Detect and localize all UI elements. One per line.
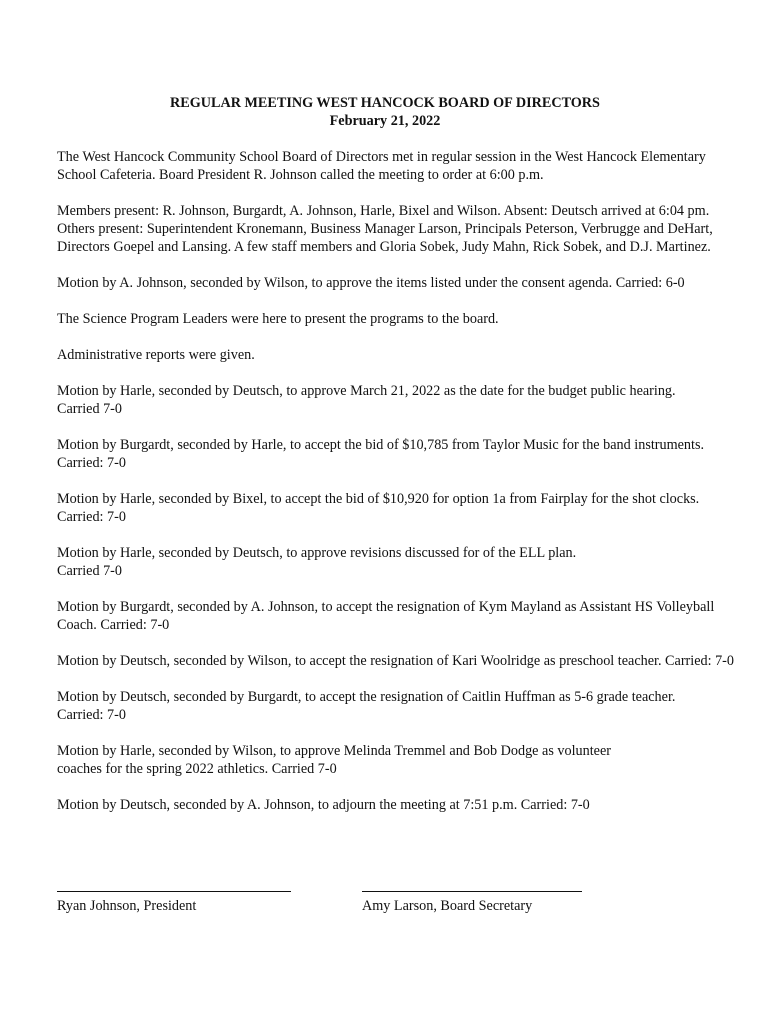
motion-resignation-huffman: Motion by Deutsch, seconded by Burgardt, to accept the resignation of Caitlin Huffman as 5-6 grade teacher. Carried: 7-0 bbox=[57, 689, 676, 723]
opening-paragraph: The West Hancock Community School Board of Directors met in regular session in the West Hancock Elementary School Cafeteria. Board President R. Johnson called the meeting to order at 6:00 p.m. bbox=[57, 149, 706, 183]
motion-adjourn: Motion by Deutsch, seconded by A. Johnson, to adjourn the meeting at 7:51 p.m. Carried: 7-0 bbox=[57, 797, 590, 813]
science-program-paragraph: The Science Program Leaders were here to present the programs to the board. bbox=[57, 311, 499, 327]
motion-resignation-mayland: Motion by Burgardt, seconded by A. Johnson, to accept the resignation of Kym Mayland as Assistant HS Volleyball Coach. Carried: 7-0 bbox=[57, 599, 715, 633]
motion-volunteer-coaches: Motion by Harle, seconded by Wilson, to approve Melinda Tremmel and Bob Dodge as volunteer coaches for the spring 2022 athletics. Carried 7-0 bbox=[57, 743, 611, 777]
motion-consent-agenda: Motion by A. Johnson, seconded by Wilson, to approve the items listed under the consent agenda. Carried: 6-0 bbox=[57, 275, 685, 291]
motion-budget-hearing: Motion by Harle, seconded by Deutsch, to approve March 21, 2022 as the date for the budget public hearing. Carried 7-0 bbox=[57, 383, 676, 417]
minutes-body bbox=[57, 148, 735, 832]
secretary-signature bbox=[362, 874, 582, 915]
signature-line bbox=[57, 874, 291, 892]
administrative-reports-paragraph: Administrative reports were given. bbox=[57, 347, 255, 363]
president-name: Ryan Johnson, President bbox=[57, 898, 197, 914]
attendance-paragraph: Members present: R. Johnson, Burgardt, A. Johnson, Harle, Bixel and Wilson. Absent: Deutsch arrived at 6:04 pm. Others present: Superintendent Kronemann, Business Manager Larson, Principals Peterson, Verbrugge and DeHart, Directors Goepel and Lansing. A few staff members and Gloria Sobek, Judy Mahn, Rick Sobek, and D.J. Martinez. bbox=[57, 203, 713, 255]
motion-band-instruments: Motion by Burgardt, seconded by Harle, to accept the bid of $10,785 from Taylor Music for the band instruments. Carried: 7-0 bbox=[57, 437, 705, 471]
document-title: REGULAR MEETING WEST HANCOCK BOARD OF DIRECTORS bbox=[170, 95, 600, 111]
document-header bbox=[0, 94, 770, 130]
meeting-date: February 21, 2022 bbox=[329, 113, 441, 129]
signature-block bbox=[57, 874, 717, 924]
signature-line bbox=[362, 874, 582, 892]
motion-resignation-woolridge: Motion by Deutsch, seconded by Wilson, to accept the resignation of Kari Woolridge as preschool teacher. Carried: 7-0 bbox=[57, 653, 735, 669]
secretary-name: Amy Larson, Board Secretary bbox=[362, 898, 533, 914]
motion-shot-clocks: Motion by Harle, seconded by Bixel, to accept the bid of $10,920 for option 1a from Fairplay for the shot clocks. Carried: 7-0 bbox=[57, 491, 700, 525]
president-signature bbox=[57, 874, 291, 915]
motion-ell-plan: Motion by Harle, seconded by Deutsch, to approve revisions discussed for of the ELL plan. Carried 7-0 bbox=[57, 545, 577, 579]
